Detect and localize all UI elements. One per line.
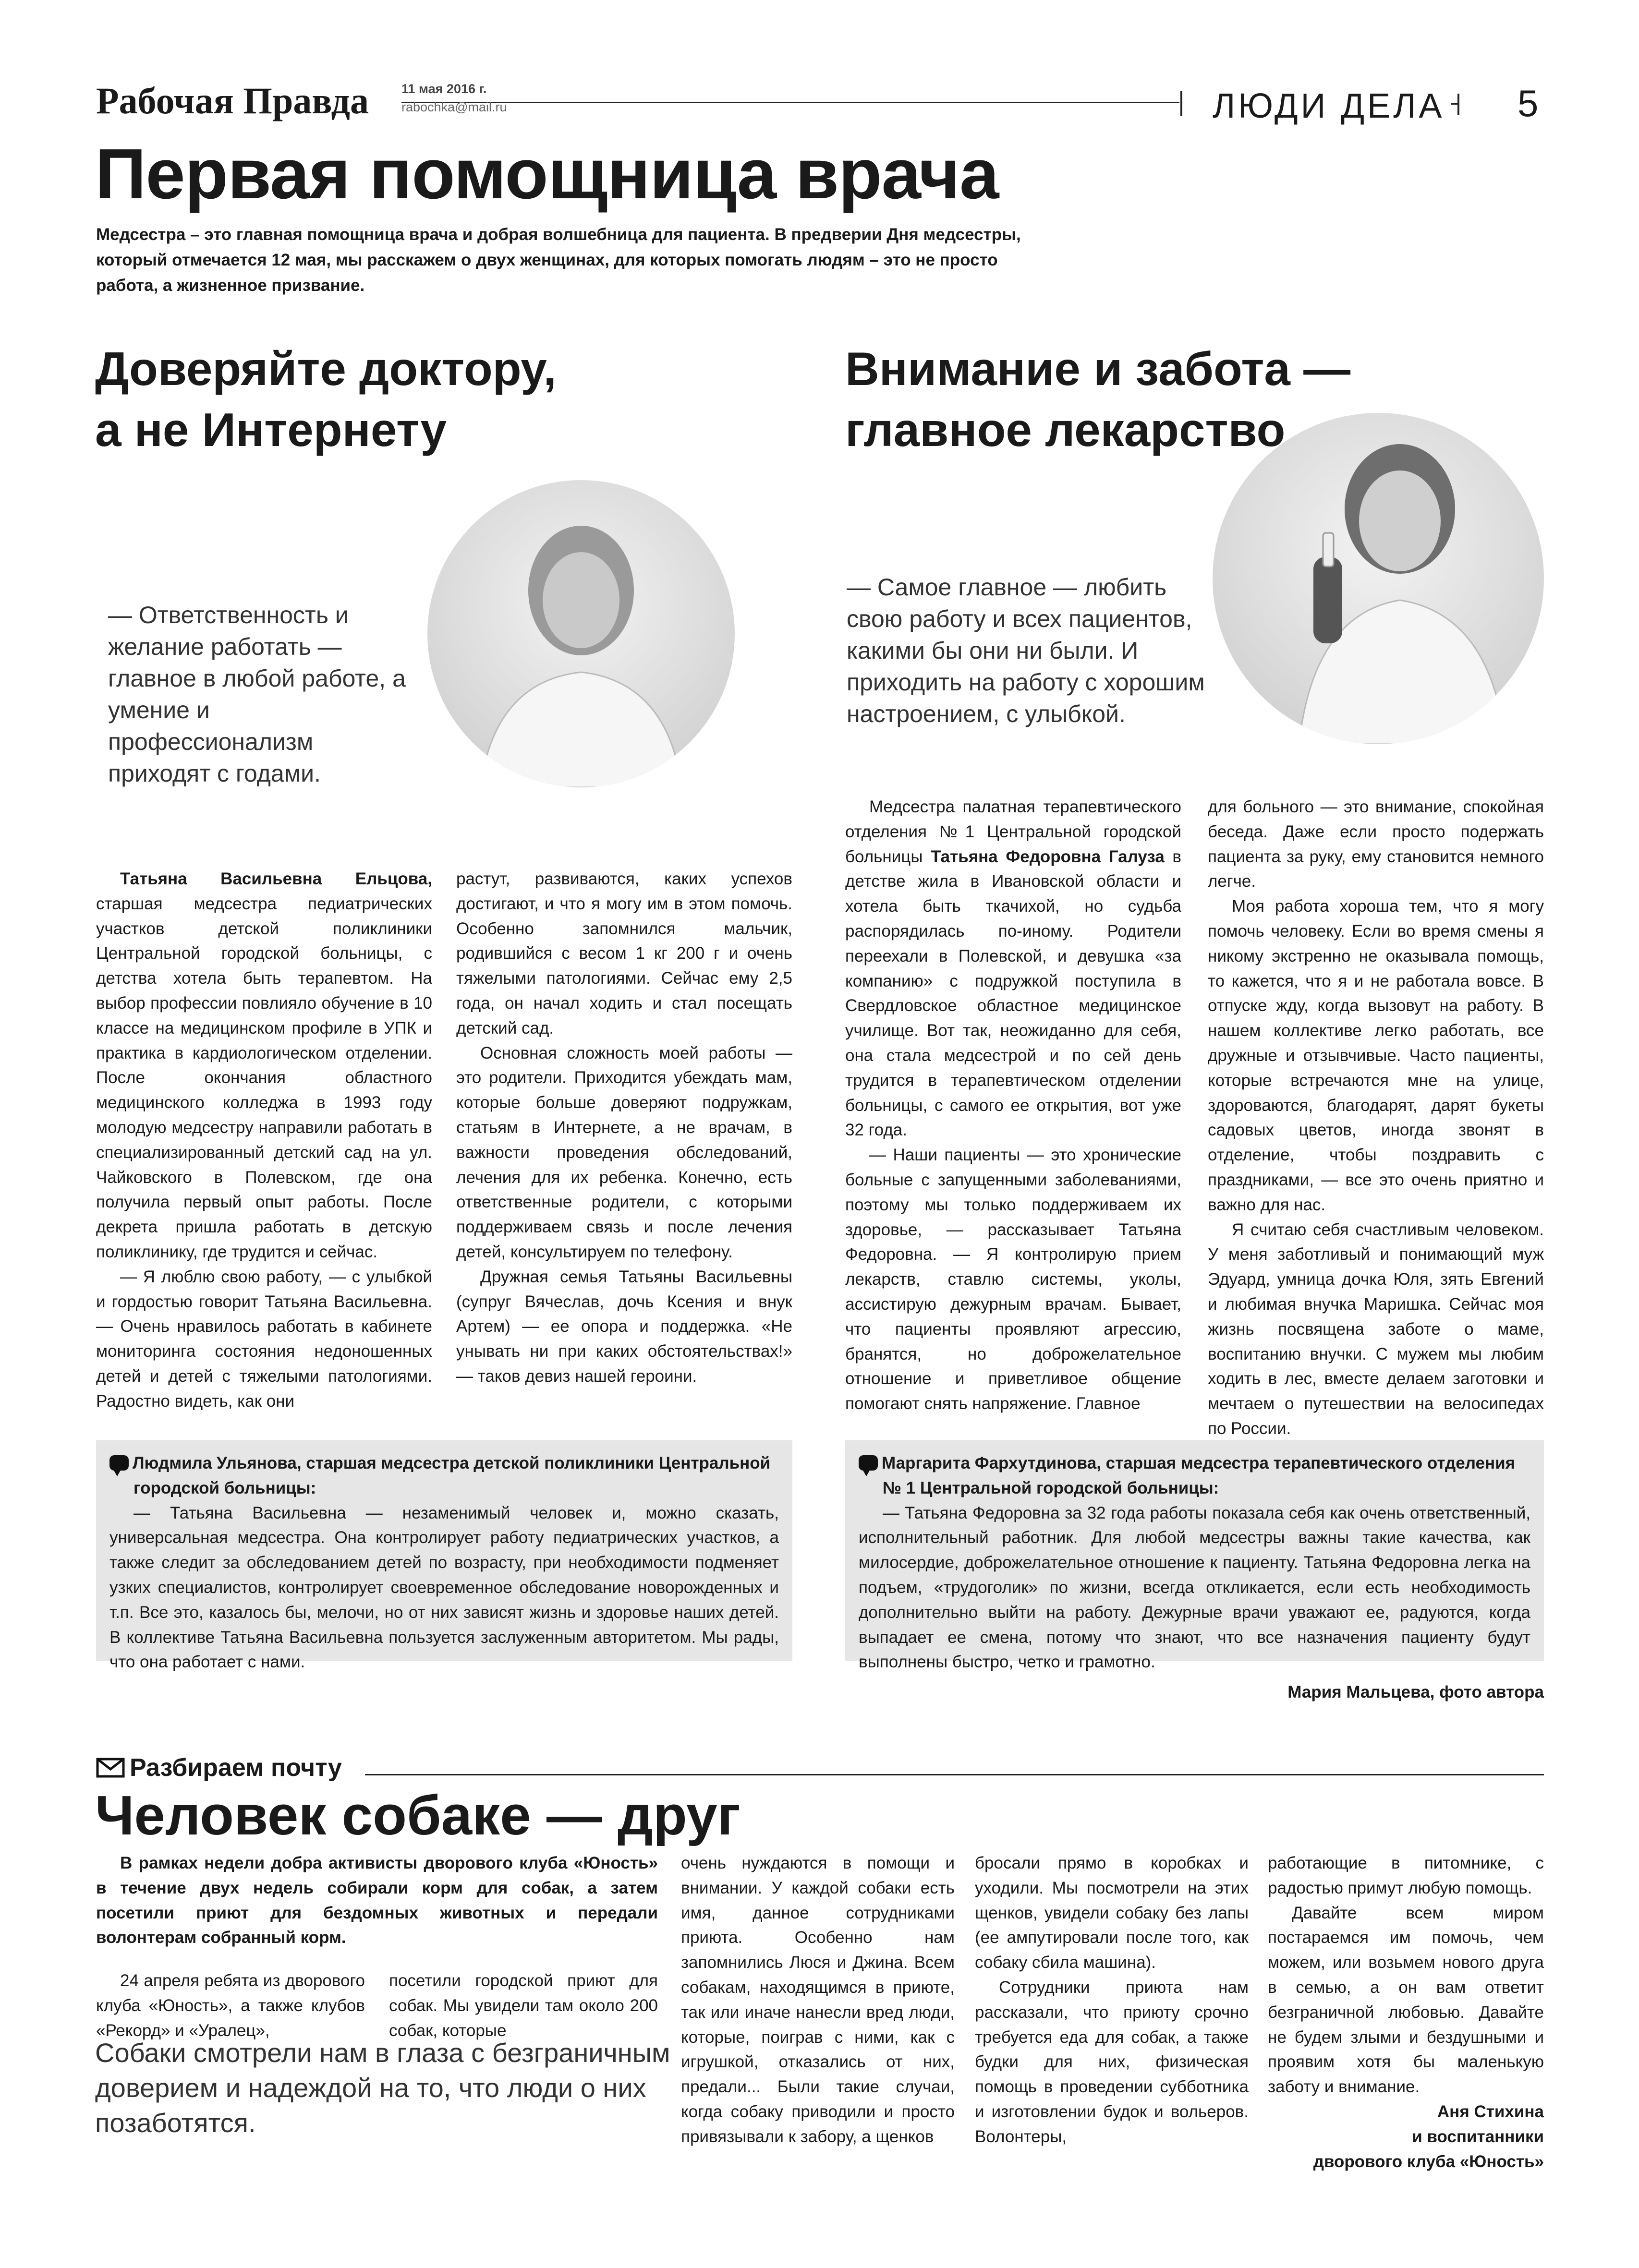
speech-bubble-icon — [109, 1455, 129, 1471]
left-comment-box: Людмила Ульянова, старшая медсестра детской поликлиники Центральной городской больницы: — Татьяна Васильевна — незаменимый человек и, можно сказать, универсальная медсестра. Она контролирует работу педиатрических участков, а также следит за обследованием детей по возрасту, при необходимости подменяет узких специалистов, контролирует своевременное обследование новорожденных и т.п. Все это, казалось бы, мелочи, но от них зависят жизнь и здоровье наших детей. В коллективе Татьяна Васильевна пользуется заслуженным авторитетом. Мы рады, что она работает с нами. — [96, 1440, 792, 1661]
header-rule — [401, 102, 1179, 103]
second-column-2: посетили городской приют для собак. Мы увидели там около 200 собак, которые — [389, 1971, 658, 2040]
right-column-1: Медсестра палатная терапевтического отделения №1 Центральной городской больницы Татьяна Федоровна Галуза в детстве жила в Ивановской области и хотела быть ткачихой, но судьба распорядилась по-иному. Родители переехали в Полевской, и девушка «за компанию» с подружкой поступила в Свердловское областное медицинское училище. Вот так, неожиданно для себя, она стала медсестрой и по сей день трудится в терапевтическом отделении больницы, с самого ее открытия, вот уже 32 года. — Наши пациенты — это хронические больные с запущенными заболеваниями, поэтому мы только поддерживаем их здоровье, — рассказывает Татьяна Федоровна. — Я контролирую прием лекарств, ставлю системы, уколы, ассистирую дежурным врачам. Бывает, что пациенты проявляют агрессию, бранятся, но доброжелательное отношение и приветливое общение помогают снять напряжение. Главное — [845, 797, 1181, 1413]
main-headline: Первая помощница врача — [95, 134, 999, 214]
envelope-icon — [96, 1758, 125, 1778]
issue-date: 11 мая 2016 г. — [401, 82, 487, 96]
second-column-3: очень нуждаются в помощи и внимании. У каждой собаки есть имя, данное сотрудниками приюта. Особенно нам запомнились Люся и Джина. Всем собакам, находящимся в приюте, так или иначе нанесли вред люди, которые, поиграв с ними, как с игрушкой, отказались от них, предали... Были такие случаи, когда собаку приводили и просто привязывали к забору, а щенков — [681, 1854, 955, 2146]
nurse-portrait-photo — [427, 480, 735, 787]
right-comment-box: Маргарита Фархутдинова, старшая медсестра терапевтического отделения № 1 Центральной городской больницы: — Татьяна Федоровна за 32 года работы показала себя как очень ответственный, исполнительный работник. Для любой медсестры важны такие качества, как милосердие, доброжелательное отношение к пациенту. Татьяна Федоровна легка на подъем, «трудоголик» по жизни, всегда откликается, если есть необходимость дополнительно выйти на работу. Дежурные врачи уважают ее, радуются, когда выпадает ее смена, потому что знают, что все назначения пациенту будут выполнены быстро, четко и грамотно. — [845, 1440, 1544, 1661]
second-column-5: работающие в питомнике, с радостью примут любую помощь. Давайте всем миром постараемся им помочь, чем можем, или возьмем нового друга в семью, а он вам ответит безграничной любовью. Давайте не будем злыми и бездушными и проявим хотя бы маленькую заботу и внимание. Аня Стихина и воспитанники дворового клуба «Юность» — [1268, 1851, 1544, 2174]
rubric-title: Разбираем почту — [96, 1753, 342, 1782]
rubric-rule — [365, 1774, 1544, 1775]
left-story-title: Доверяйте доктору, а не Интернету — [95, 342, 557, 457]
section-divider — [1180, 91, 1182, 116]
left-column-2: растут, развиваются, каких успехов достигают, и что я могу им в этом помочь. Особенно запомнился мальчик, родившийся с весом 1 кг 200 г и очень тяжелыми патологиями. Сейчас ему 2,5 года, он начал ходить и стал посещать детский сад. Основная сложность моей работы — это родители. Приходится убеждать мам, которые больше доверяют подружкам, статьям в Интернете, а не врачам, в важности проведения обследований, лечения для их ребенка. Конечно, есть ответственные родители, с которыми поддерживаем связь и после лечения детей, консультируем по телефону. Дружная семья Татьяны Васильевны (супруг Вячеслав, дочь Ксения и внук Артем) — ее опора и поддержка. «Не унывать ни при каких обстоятельствах!» — таков девиз нашей героини. — [456, 869, 792, 1386]
right-quote: — Самое главное — любить свою работу и всех пациентов, какими бы они ни были. И приходить на работу с хорошим настроением, с улыбкой. — [847, 574, 1205, 727]
signature: Аня Стихина и воспитанники дворового клуба «Юность» — [1313, 2102, 1544, 2171]
left-column-1: Татьяна Васильевна Ельцова, старшая медсестра педиатрических участков детской поликлиники Центральной городской больницы, с детства хотела быть терапевтом. На выбор профессии повлияло обучение в 10 классе на медицинском профиле в УПК и практика в кардиологическом отделении. После окончания областного медицинского колледжа в 1993 году молодую медсестру направили работать в специализированный детский сад на ул. Чайковского в Полевском, где она получила первый опыт работы. После декрета пришла работать в детскую поликлинику, где трудится и сейчас. — Я люблю свою работу, — с улыбкой и гордостью говорит Татьяна Васильевна. — Очень нравилось работать в кабинете мониторинга состояния недоношенных детей и детей с тяжелыми патологиями. Радостно видеть, как они — [96, 869, 432, 1411]
portrait-silhouette — [427, 480, 735, 787]
nurse-portrait-photo — [1213, 413, 1544, 744]
section-title: ЛЮДИ ДЕЛА — [1213, 87, 1445, 125]
section-divider — [1451, 103, 1459, 105]
right-story-title: Внимание и забота — главное лекарство — [845, 342, 1351, 457]
masthead: Рабочая Правда — [96, 80, 369, 121]
second-column-1: 24 апреля ребята из дворового клуба «Юность», а также клубов «Рекорд» и «Уралец», — [96, 1971, 365, 2040]
contact-email: rabochka@mail.ru — [401, 100, 507, 114]
second-lead: В рамках недели добра активисты дворового клуба «Юность» в течение двух недель собирали корм для собак, а затем посетили приют для бездомных животных и передали волонтерам собранный корм. — [96, 1854, 658, 1947]
left-quote: — Ответственность и желание работать — главное в любой работе, а умение и профессионализм приходят с годами. — [108, 602, 406, 787]
speech-bubble-icon — [859, 1455, 878, 1471]
main-lead: Медсестра – это главная помощница врача и добрая волшебница для пациента. В предверии Дня медсестры, который отмечается 12 мая, мы расскажем о двух женщинах, для которых помогать людям – это не просто работа, а жизненное призвание. — [96, 225, 1021, 295]
byline: Мария Мальцева, фото автора — [1287, 1683, 1544, 1701]
page-number: 5 — [1518, 82, 1539, 124]
second-column-4: бросали прямо в коробках и уходили. Мы посмотрели на этих щенков, увидели собаку без лапы (ее ампутировали после того, как собаку сбила машина). Сотрудники приюта нам рассказали, что приюту срочно требуется еда для собак, а также будки для них, физическая помощь в проведении субботника и изготовлении будок и вольеров. Волонтеры, — [975, 1854, 1249, 2146]
second-headline: Человек собаке — друг — [95, 1784, 741, 1846]
second-pullquote: Собаки смотрели нам в глаза с безграничным доверием и надеждой на то, что люди о них позаботятся. — [95, 2038, 670, 2138]
portrait-silhouette — [1213, 413, 1544, 744]
right-column-2: для больного — это внимание, спокойная беседа. Даже если просто подержать пациента за руку, ему становится немного легче. Моя работа хороша тем, что я могу помочь человеку. Если во время смены я никому экстренно не оказывала помощь, то кажется, что я и не работала вовсе. В отпуске жду, когда вызовут на работу. В нашем коллективе легко работать, все дружные и отзывчивые. Часто пациенты, которые встречаются мне на улице, здороваются, благодарят, дарят букеты садовых цветов, иногда звонят в отделение, чтобы поздравить с праздниками, — все это очень приятно и важно для нас. Я считаю себя счастливым человеком. У меня заботливый и понимающий муж Эдуард, умница дочка Юля, зять Евгений и любимая внучка Маришка. Сейчас моя жизнь посвящена заботе о маме, воспитанию внучки. С мужем мы любим ходить в лес, вместе делаем заготовки и мечтаем о путешествии на велосипедах по России. — [1208, 797, 1544, 1438]
